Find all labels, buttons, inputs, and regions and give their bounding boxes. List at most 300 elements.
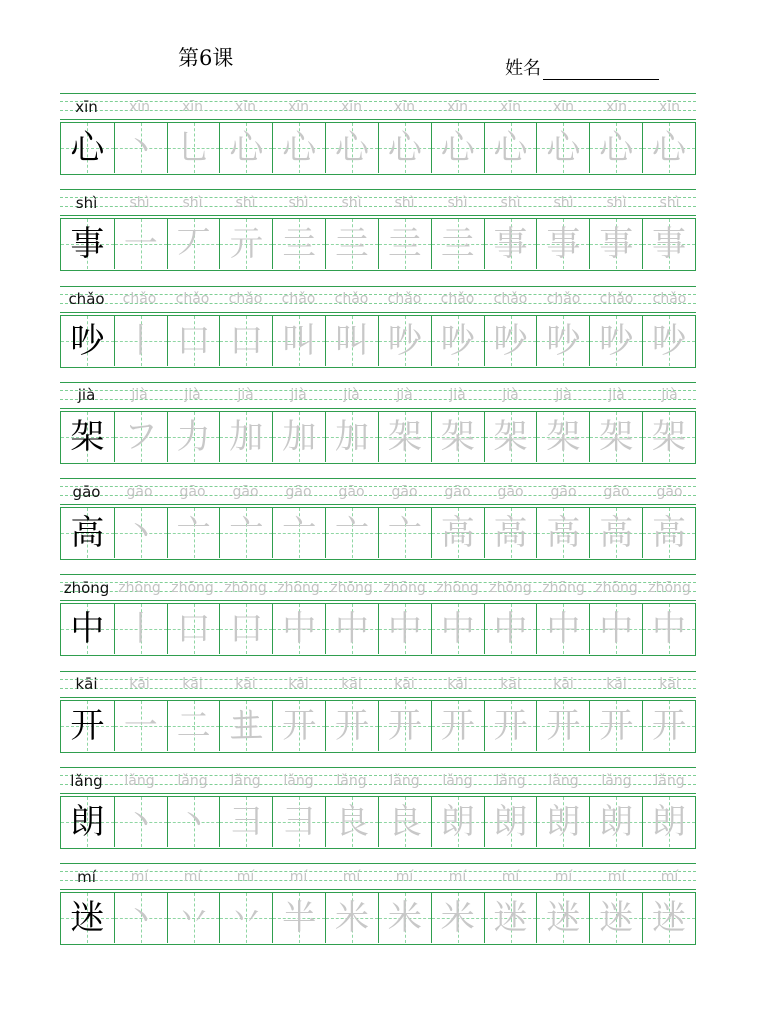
trace-cell[interactable] [114,604,167,654]
trace-character: 心 [335,128,370,168]
pinyin-trace: gāo [285,483,312,500]
trace-cell[interactable] [114,316,167,366]
trace-cell[interactable] [325,893,378,943]
trace-character: 开 [440,705,475,746]
trace-cell[interactable] [167,797,220,847]
trace-cell[interactable] [167,123,220,173]
trace-cell[interactable] [642,893,695,943]
trace-character: 心 [493,128,528,168]
pinyin-trace: gāo [444,483,471,500]
trace-cell[interactable] [325,701,378,751]
pinyin-trace: mí [130,868,149,885]
trace-character: 亖 [335,224,370,265]
trace-character: 吵 [493,320,528,361]
model-character: 心 [70,128,105,168]
pinyin-model: lǎng [70,771,103,790]
trace-character: 丷 [229,898,264,939]
character-grid [60,411,696,464]
pinyin-trace: lǎng [230,772,261,789]
trace-character: 开 [652,705,687,746]
trace-cell[interactable] [219,412,272,462]
pinyin-trace: kāi [341,676,362,693]
trace-cell[interactable] [219,893,272,943]
trace-cell[interactable] [642,219,695,269]
pinyin-trace: zhōng [171,579,214,596]
pinyin-trace: jià [608,387,625,404]
practice-row [60,574,696,670]
trace-cell[interactable] [484,123,537,173]
trace-cell[interactable] [272,604,325,654]
name-field[interactable] [505,54,659,80]
practice-row [60,93,696,189]
model-cell[interactable] [61,893,114,943]
pinyin-trace: mí [183,868,202,885]
trace-character: 心 [652,128,687,168]
pinyin-model: mí [77,867,96,886]
trace-cell[interactable] [114,508,167,558]
trace-character: 丶 [123,128,158,168]
trace-cell[interactable] [642,797,695,847]
pinyin-trace: mí [289,868,308,885]
trace-cell[interactable] [484,508,537,558]
pinyin-trace: chǎo [546,291,581,308]
pinyin-trace: zhōng [436,579,479,596]
trace-character: 朗 [652,802,687,843]
pinyin-trace: shì [553,194,574,211]
trace-character: 亠 [176,513,211,554]
trace-character: 开 [599,705,634,746]
pinyin-trace: zhōng [383,579,426,596]
trace-character: 良 [335,802,370,843]
trace-character: 心 [229,128,264,168]
trace-character: 中 [335,609,370,650]
trace-cell[interactable] [589,893,642,943]
pinyin-trace: gāo [179,483,206,500]
trace-cell[interactable] [219,701,272,751]
trace-cell[interactable] [325,316,378,366]
trace-cell[interactable] [642,604,695,654]
pinyin-trace: xīn [658,98,681,115]
practice-row [60,671,696,767]
model-character: 高 [70,513,105,554]
trace-cell[interactable] [642,508,695,558]
pinyin-trace: kāi [447,676,468,693]
pinyin-trace: shì [500,194,521,211]
pinyin-trace: gāo [497,483,524,500]
trace-character: 中 [652,609,687,650]
practice-row [60,382,696,478]
trace-cell[interactable] [219,797,272,847]
trace-cell[interactable] [167,604,220,654]
trace-character: 亠 [229,513,264,554]
pinyin-trace: jià [237,387,254,404]
pinyin-trace: lǎng [442,772,473,789]
trace-cell[interactable] [589,316,642,366]
pinyin-model: xīn [75,97,98,116]
model-cell[interactable] [61,123,114,173]
trace-cell[interactable] [536,219,589,269]
pinyin-trace: mí [554,868,573,885]
pinyin-trace: kāi [606,676,627,693]
trace-cell[interactable] [484,797,537,847]
trace-cell[interactable] [167,219,220,269]
trace-character: 吵 [652,320,687,361]
trace-character: 米 [440,898,475,939]
trace-cell[interactable] [431,701,484,751]
trace-character: 加 [335,416,370,457]
trace-character: 加 [229,416,264,457]
pinyin-trace: zhōng [277,579,320,596]
trace-cell[interactable] [219,316,272,366]
trace-character: 朗 [599,802,634,843]
trace-cell[interactable] [272,701,325,751]
trace-cell[interactable] [484,893,537,943]
pinyin-trace: jià [290,387,307,404]
trace-cell[interactable] [378,893,431,943]
trace-character: 中 [546,609,581,650]
trace-character: 高 [599,513,634,554]
trace-character: 心 [387,128,422,168]
trace-cell[interactable] [536,123,589,173]
trace-character: 开 [387,705,422,746]
character-grid [60,315,696,368]
pinyin-trace: kāi [394,676,415,693]
trace-character: 一 [123,705,158,746]
trace-character: 朗 [493,802,528,843]
trace-cell[interactable] [378,123,431,173]
trace-cell[interactable] [431,316,484,366]
model-cell[interactable] [61,219,114,269]
pinyin-trace: chǎo [122,291,157,308]
trace-cell[interactable] [378,701,431,751]
trace-cell[interactable] [325,219,378,269]
pinyin-trace: shì [659,194,680,211]
pinyin-trace: gāo [338,483,365,500]
trace-cell[interactable] [431,604,484,654]
trace-character: フ [123,416,158,457]
character-grid [60,507,696,560]
trace-cell[interactable] [167,701,220,751]
trace-cell[interactable] [325,604,378,654]
pinyin-trace: kāi [129,676,150,693]
trace-character: 心 [282,128,317,168]
trace-character: 开 [493,705,528,746]
pinyin-trace: mí [236,868,255,885]
pinyin-trace: jià [502,387,519,404]
trace-character: 架 [599,416,634,457]
trace-cell[interactable] [642,316,695,366]
trace-character: 吵 [440,320,475,361]
pinyin-trace: chǎo [228,291,263,308]
trace-cell[interactable] [536,604,589,654]
trace-character: 吵 [599,320,634,361]
model-character: 架 [70,416,105,457]
trace-character: 丷 [176,898,211,939]
trace-cell[interactable] [484,701,537,751]
trace-character: 架 [652,416,687,457]
character-grid [60,603,696,656]
pinyin-trace: xīn [393,98,416,115]
pinyin-trace: zhōng [118,579,161,596]
pinyin-trace: shì [606,194,627,211]
trace-character: 丶 [176,802,211,843]
trace-character: 心 [599,128,634,168]
pinyin-trace: zhōng [542,579,585,596]
trace-character: 亖 [387,224,422,265]
trace-character: 事 [546,224,581,265]
trace-cell[interactable] [114,893,167,943]
pinyin-trace: lǎng [389,772,420,789]
pinyin-trace: jià [449,387,466,404]
trace-cell[interactable] [589,508,642,558]
pinyin-trace: xīn [181,98,204,115]
trace-cell[interactable] [589,123,642,173]
trace-character: 亠 [387,513,422,554]
trace-character: 架 [440,416,475,457]
pinyin-trace: zhōng [224,579,267,596]
trace-cell[interactable] [272,316,325,366]
trace-cell[interactable] [325,412,378,462]
pinyin-trace: chǎo [599,291,634,308]
trace-cell[interactable] [431,123,484,173]
trace-cell[interactable] [167,893,220,943]
model-character: 开 [70,705,105,746]
pinyin-trace: chǎo [334,291,369,308]
pinyin-trace: mí [607,868,626,885]
pinyin-trace: jià [396,387,413,404]
trace-character: 彐 [229,802,264,843]
pinyin-trace: lǎng [124,772,155,789]
trace-cell[interactable] [378,316,431,366]
pinyin-trace: kāi [182,676,203,693]
model-cell[interactable] [61,508,114,558]
pinyin-trace: jià [184,387,201,404]
trace-cell[interactable] [272,219,325,269]
pinyin-trace: zhōng [330,579,373,596]
trace-character: 中 [282,609,317,650]
trace-cell[interactable] [325,123,378,173]
character-grid [60,122,696,175]
pinyin-trace: shì [394,194,415,211]
practice-row [60,478,696,574]
trace-cell[interactable] [536,701,589,751]
trace-cell[interactable] [114,219,167,269]
character-grid [60,892,696,945]
pinyin-trace: mí [342,868,361,885]
pinyin-trace: kāi [288,676,309,693]
trace-character: 中 [387,609,422,650]
trace-cell[interactable] [536,316,589,366]
trace-cell[interactable] [589,604,642,654]
pinyin-trace: shì [129,194,150,211]
trace-cell[interactable] [378,797,431,847]
trace-character: 加 [282,416,317,457]
pinyin-trace: chǎo [387,291,422,308]
trace-character: 吵 [546,320,581,361]
model-cell[interactable] [61,412,114,462]
model-cell[interactable] [61,701,114,751]
trace-cell[interactable] [114,701,167,751]
trace-character: 中 [599,609,634,650]
model-character: 迷 [70,898,105,939]
trace-character: 吵 [387,320,422,361]
pinyin-trace: chǎo [652,291,687,308]
pinyin-trace: mí [660,868,679,885]
trace-cell[interactable] [167,316,220,366]
character-grid [60,218,696,271]
trace-character: 事 [599,224,634,265]
trace-cell[interactable] [431,508,484,558]
pinyin-trace: kāi [553,676,574,693]
pinyin-trace: xīn [340,98,363,115]
name-underline[interactable] [543,60,659,80]
pinyin-trace: lǎng [495,772,526,789]
trace-cell[interactable] [431,412,484,462]
pinyin-model: jià [77,386,96,405]
pinyin-model: chǎo [68,290,105,309]
trace-character: 力 [176,416,211,457]
pinyin-trace: shì [288,194,309,211]
trace-cell[interactable] [378,508,431,558]
trace-character: 高 [652,513,687,554]
trace-character: 迷 [493,898,528,939]
trace-cell[interactable] [642,412,695,462]
model-character: 中 [70,609,105,650]
trace-character: 口 [229,320,264,361]
pinyin-trace: xīn [287,98,310,115]
trace-cell[interactable] [114,412,167,462]
trace-cell[interactable] [484,604,537,654]
character-grid [60,700,696,753]
trace-cell[interactable] [484,316,537,366]
trace-character: 一 [123,224,158,265]
trace-cell[interactable] [219,604,272,654]
trace-cell[interactable] [272,797,325,847]
pinyin-trace: jià [661,387,678,404]
trace-cell[interactable] [272,412,325,462]
trace-cell[interactable] [642,123,695,173]
trace-character: 朗 [440,802,475,843]
trace-cell[interactable] [378,219,431,269]
pinyin-trace: xīn [499,98,522,115]
trace-character: 朗 [546,802,581,843]
pinyin-trace: lǎng [283,772,314,789]
pinyin-trace: lǎng [336,772,367,789]
trace-cell[interactable] [431,797,484,847]
pinyin-trace: shì [447,194,468,211]
trace-cell[interactable] [536,893,589,943]
trace-character: 半 [282,898,317,939]
pinyin-trace: gāo [391,483,418,500]
trace-cell[interactable] [642,701,695,751]
trace-cell[interactable] [272,508,325,558]
trace-cell[interactable] [167,412,220,462]
practice-row [60,863,696,959]
trace-cell[interactable] [167,508,220,558]
trace-character: 良 [387,802,422,843]
trace-character: 米 [335,898,370,939]
pinyin-model: gāo [72,482,101,501]
trace-character: 彐 [282,802,317,843]
model-cell[interactable] [61,604,114,654]
model-character: 事 [70,224,105,265]
trace-character: 迷 [652,898,687,939]
trace-character: 二 [176,705,211,746]
pinyin-trace: lǎng [548,772,579,789]
trace-character: 叫 [282,320,317,361]
trace-cell[interactable] [589,412,642,462]
trace-character: 亖 [282,224,317,265]
trace-cell[interactable] [272,123,325,173]
trace-cell[interactable] [589,219,642,269]
pinyin-trace: chǎo [493,291,528,308]
pinyin-model: zhōng [63,578,110,597]
pinyin-trace: mí [448,868,467,885]
practice-row [60,286,696,382]
trace-cell[interactable] [536,508,589,558]
trace-character: 迷 [599,898,634,939]
trace-cell[interactable] [325,797,378,847]
trace-character: 架 [493,416,528,457]
trace-character: 高 [546,513,581,554]
pinyin-trace: lǎng [654,772,685,789]
trace-cell[interactable] [325,508,378,558]
pinyin-trace: zhōng [489,579,532,596]
practice-row [60,189,696,285]
pinyin-trace: shì [235,194,256,211]
pinyin-trace: kāi [500,676,521,693]
pinyin-trace: kāi [659,676,680,693]
trace-cell[interactable] [219,508,272,558]
character-grid [60,796,696,849]
trace-cell[interactable] [536,412,589,462]
pinyin-trace: mí [501,868,520,885]
model-cell[interactable] [61,316,114,366]
model-cell[interactable] [61,797,114,847]
pinyin-trace: mí [395,868,414,885]
pinyin-trace: xīn [605,98,628,115]
trace-cell[interactable] [378,604,431,654]
trace-cell[interactable] [484,219,537,269]
practice-sheet [60,93,696,960]
trace-cell[interactable] [589,797,642,847]
pinyin-trace: xīn [128,98,151,115]
trace-cell[interactable] [431,893,484,943]
trace-cell[interactable] [484,412,537,462]
trace-cell[interactable] [114,797,167,847]
pinyin-trace: shì [182,194,203,211]
model-character: 朗 [70,802,105,843]
name-label: 姓名 [505,58,541,79]
trace-character: 米 [387,898,422,939]
trace-character: 高 [440,513,475,554]
trace-cell[interactable] [589,701,642,751]
pinyin-trace: gāo [656,483,683,500]
trace-character: 丆 [176,224,211,265]
pinyin-trace: xīn [234,98,257,115]
trace-cell[interactable] [219,123,272,173]
trace-character: 心 [440,128,475,168]
trace-character: 丶 [123,802,158,843]
trace-cell[interactable] [378,412,431,462]
trace-cell[interactable] [431,219,484,269]
trace-cell[interactable] [219,219,272,269]
trace-character: 开 [282,705,317,746]
trace-cell[interactable] [114,123,167,173]
trace-cell[interactable] [536,797,589,847]
trace-cell[interactable] [272,893,325,943]
trace-character: 亠 [282,513,317,554]
